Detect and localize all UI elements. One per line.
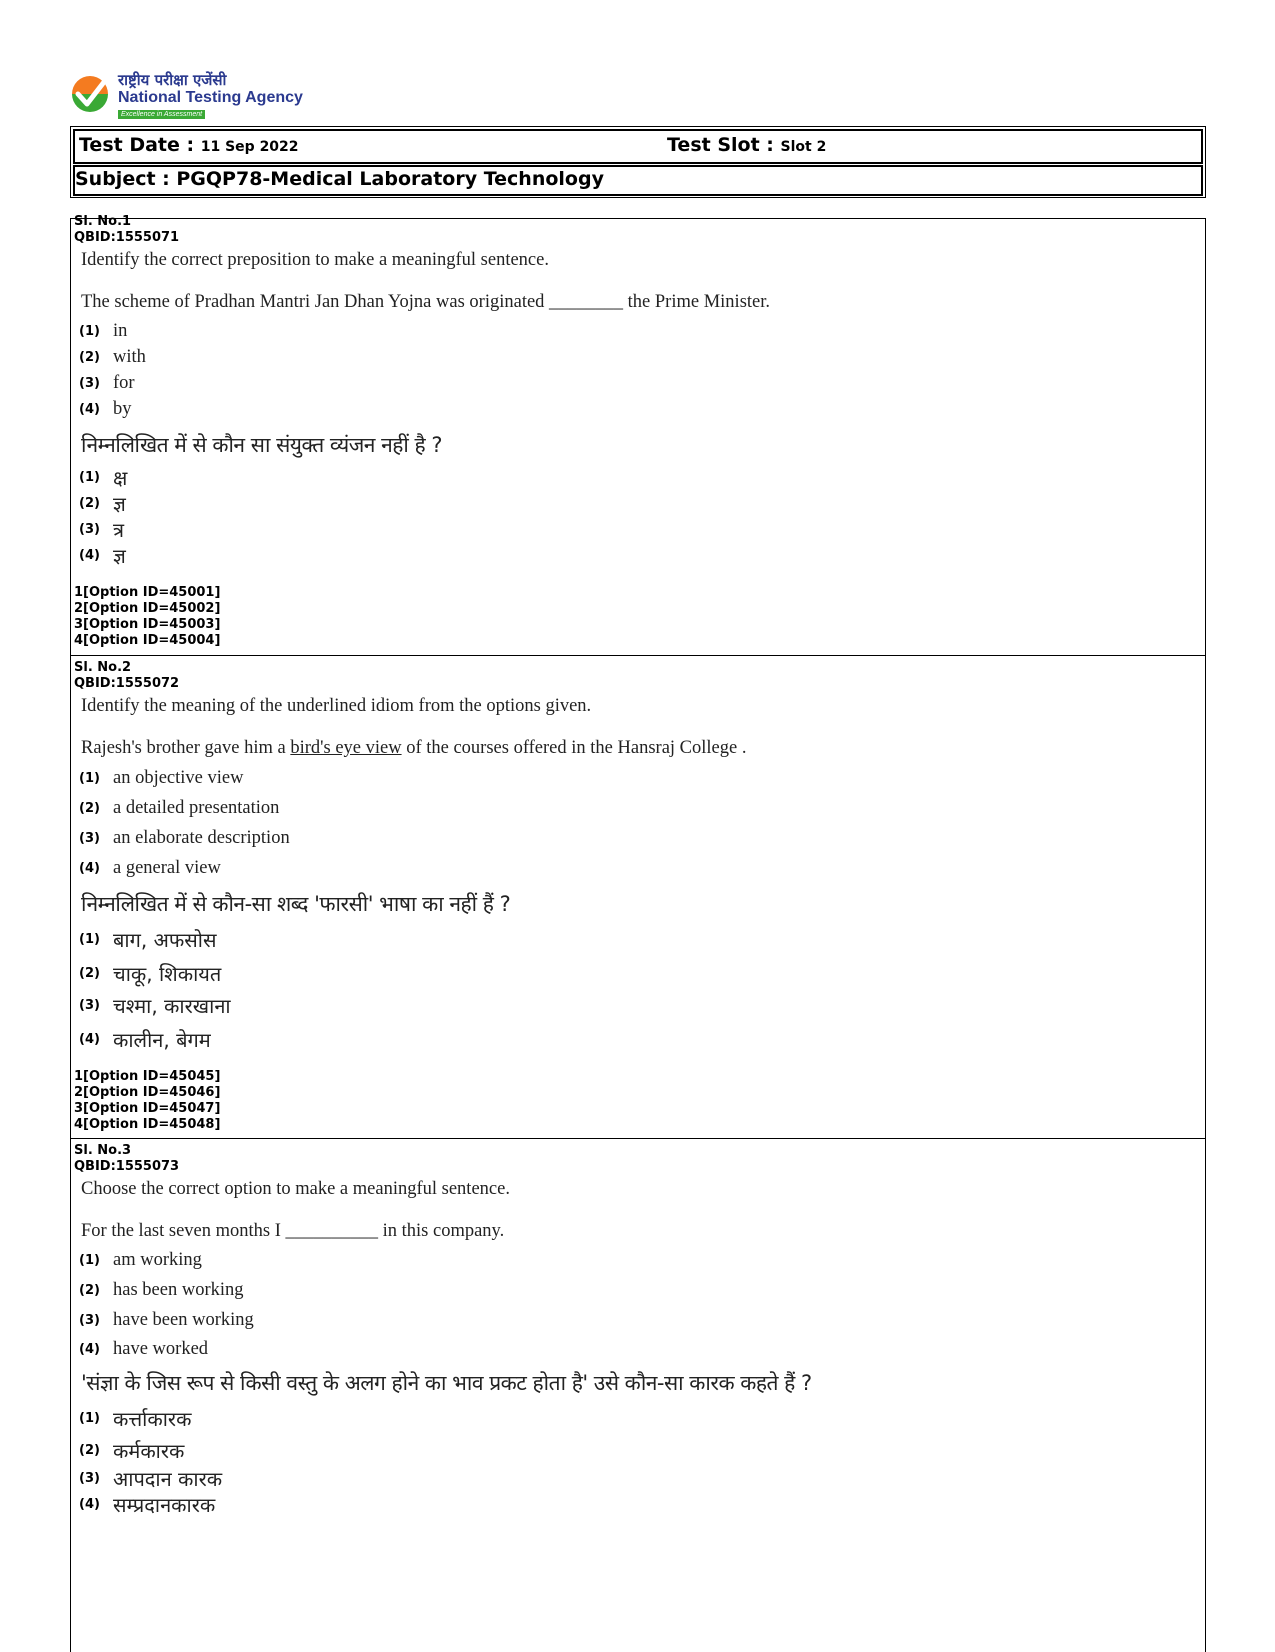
- option-text: have worked: [113, 1339, 209, 1359]
- option-3: [79, 1310, 254, 1331]
- option-3: [79, 373, 135, 394]
- option-ids: [74, 1069, 220, 1133]
- sentence-end: of the courses offered in the Hansraj College .: [401, 738, 747, 758]
- option-number: (2): [79, 801, 100, 816]
- hindi-option-2: [79, 960, 221, 987]
- option-number: (1): [79, 1411, 100, 1426]
- option-id: 3[Option ID=45003]: [74, 617, 221, 632]
- question-sentence: [81, 738, 746, 759]
- serial-number: Sl. No.2: [74, 660, 132, 675]
- option-number: (4): [79, 402, 100, 417]
- option-id: 1[Option ID=45001]: [74, 585, 221, 600]
- option-text: क्ष: [113, 466, 128, 490]
- hindi-option-4: [79, 542, 126, 569]
- question-1: [71, 214, 1205, 656]
- option-text: a general view: [113, 858, 221, 878]
- question-sentence: The scheme of Pradhan Mantri Jan Dhan Yojna was originated ________ the Prime Minister.: [81, 292, 771, 312]
- option-number: (2): [79, 966, 100, 981]
- hindi-question: निम्नलिखित में से कौन-सा शब्द 'फारसी' भाषा का नहीं हैं ?: [81, 892, 511, 916]
- hindi-option-2: [79, 1437, 184, 1464]
- question-id: QBID:1555072: [74, 676, 180, 691]
- test-date: [79, 134, 299, 156]
- option-number: (3): [79, 522, 100, 537]
- option-text: in: [113, 321, 128, 341]
- option-text: with: [113, 347, 146, 367]
- option-number: (4): [79, 1342, 100, 1357]
- test-date-label: Test Date :: [79, 134, 195, 156]
- option-2: [79, 798, 279, 819]
- question-id: QBID:1555071: [74, 230, 180, 245]
- question-sentence: For the last seven months I __________ in this company.: [81, 1221, 505, 1241]
- option-text: सम्प्रदानकारक: [113, 1493, 216, 1517]
- option-1: [79, 1250, 202, 1271]
- option-text: कर्मकारक: [113, 1439, 185, 1463]
- option-text: कालीन, बेगम: [113, 1028, 211, 1052]
- test-date-slot-row: [73, 129, 1203, 164]
- option-number: (2): [79, 350, 100, 365]
- option-number: (3): [79, 998, 100, 1013]
- hindi-option-1: [79, 1405, 191, 1432]
- option-number: (4): [79, 548, 100, 563]
- logo-tagline: Excellence in Assessment: [118, 110, 205, 119]
- hindi-option-3: [79, 516, 124, 543]
- option-2: [79, 347, 146, 368]
- option-text: have been working: [113, 1310, 254, 1330]
- nta-check-logo-icon: [70, 74, 110, 114]
- sentence-start: Rajesh's brother gave him a: [81, 738, 291, 758]
- test-header: [70, 126, 1206, 198]
- option-number: (4): [79, 1032, 100, 1047]
- option-text: कर्त्ताकारक: [113, 1407, 192, 1431]
- option-2: [79, 1280, 244, 1301]
- option-number: (2): [79, 1443, 100, 1458]
- option-id: 2[Option ID=45046]: [74, 1085, 221, 1100]
- option-number: (3): [79, 1313, 100, 1328]
- serial-number: Sl. No.1: [74, 214, 132, 229]
- option-4: [79, 399, 132, 420]
- questions-container: [70, 214, 1206, 1652]
- hindi-option-4: [79, 1026, 211, 1053]
- option-1: [79, 768, 243, 789]
- question-instruction: Identify the meaning of the underlined idiom from the options given.: [81, 696, 592, 716]
- option-id: 3[Option ID=45047]: [74, 1101, 221, 1116]
- question-instruction: Identify the correct preposition to make a meaningful sentence.: [81, 250, 549, 270]
- option-id: 2[Option ID=45002]: [74, 601, 221, 616]
- hindi-question: 'संज्ञा के जिस रूप से किसी वस्तु के अलग होने का भाव प्रकट होता है' उसे कौन-सा कारक कहते हैं ?: [81, 1371, 812, 1395]
- option-text: आपदान कारक: [113, 1467, 223, 1491]
- test-slot-value: Slot 2: [780, 139, 827, 155]
- test-slot-label: Test Slot :: [667, 134, 774, 156]
- option-number: (3): [79, 376, 100, 391]
- option-number: (2): [79, 1283, 100, 1298]
- option-text: for: [113, 373, 135, 393]
- subject-title: Subject : PGQP78-Medical Laboratory Technology: [75, 168, 604, 190]
- option-text: an elaborate description: [113, 828, 290, 848]
- option-number: (1): [79, 324, 100, 339]
- option-text: ज्ञ: [113, 544, 126, 568]
- hindi-option-2: [79, 490, 126, 517]
- nta-logo: [70, 68, 330, 120]
- option-number: (1): [79, 932, 100, 947]
- option-text: ज्ञ: [113, 492, 126, 516]
- option-3: [79, 828, 290, 849]
- hindi-option-3: [79, 992, 231, 1019]
- option-ids: [74, 585, 220, 649]
- logo-hindi-name: राष्ट्रीय परीक्षा एजेंसी: [118, 71, 227, 89]
- option-4: [79, 858, 221, 879]
- option-4: [79, 1339, 208, 1360]
- option-number: (3): [79, 1471, 100, 1486]
- option-text: has been working: [113, 1280, 244, 1300]
- option-id: 1[Option ID=45045]: [74, 1069, 221, 1084]
- option-id: 4[Option ID=45004]: [74, 633, 221, 648]
- logo-english-name: National Testing Agency: [118, 89, 303, 106]
- option-number: (4): [79, 861, 100, 876]
- hindi-option-3: [79, 1465, 222, 1492]
- option-1: [79, 321, 127, 342]
- hindi-question: निम्नलिखित में से कौन सा संयुक्त व्यंजन नहीं है ?: [81, 433, 443, 457]
- option-text: चाकू, शिकायत: [113, 962, 222, 986]
- serial-number: Sl. No.3: [74, 1143, 132, 1158]
- option-id: 4[Option ID=45048]: [74, 1117, 221, 1132]
- hindi-option-1: [79, 926, 217, 953]
- question-3: [71, 1139, 1205, 1652]
- hindi-option-1: [79, 464, 127, 491]
- option-number: (4): [79, 1497, 100, 1512]
- underlined-idiom: bird's eye view: [290, 738, 402, 758]
- option-number: (3): [79, 831, 100, 846]
- option-text: by: [113, 399, 132, 419]
- option-text: an objective view: [113, 768, 244, 788]
- option-text: a detailed presentation: [113, 798, 280, 818]
- option-text: चश्मा, कारखाना: [113, 994, 231, 1018]
- option-text: बाग, अफसोस: [113, 928, 217, 952]
- option-number: (2): [79, 496, 100, 511]
- question-2: [71, 656, 1205, 1138]
- option-number: (1): [79, 470, 100, 485]
- question-id: QBID:1555073: [74, 1159, 180, 1174]
- question-instruction: Choose the correct option to make a meaningful sentence.: [81, 1179, 510, 1199]
- hindi-option-4: [79, 1491, 215, 1518]
- option-text: त्र: [113, 518, 125, 542]
- test-date-value: 11 Sep 2022: [200, 139, 299, 155]
- option-number: (1): [79, 771, 100, 786]
- test-slot: [667, 134, 826, 156]
- subject-row: [73, 165, 1203, 196]
- option-number: (1): [79, 1253, 100, 1268]
- option-text: am working: [113, 1250, 202, 1270]
